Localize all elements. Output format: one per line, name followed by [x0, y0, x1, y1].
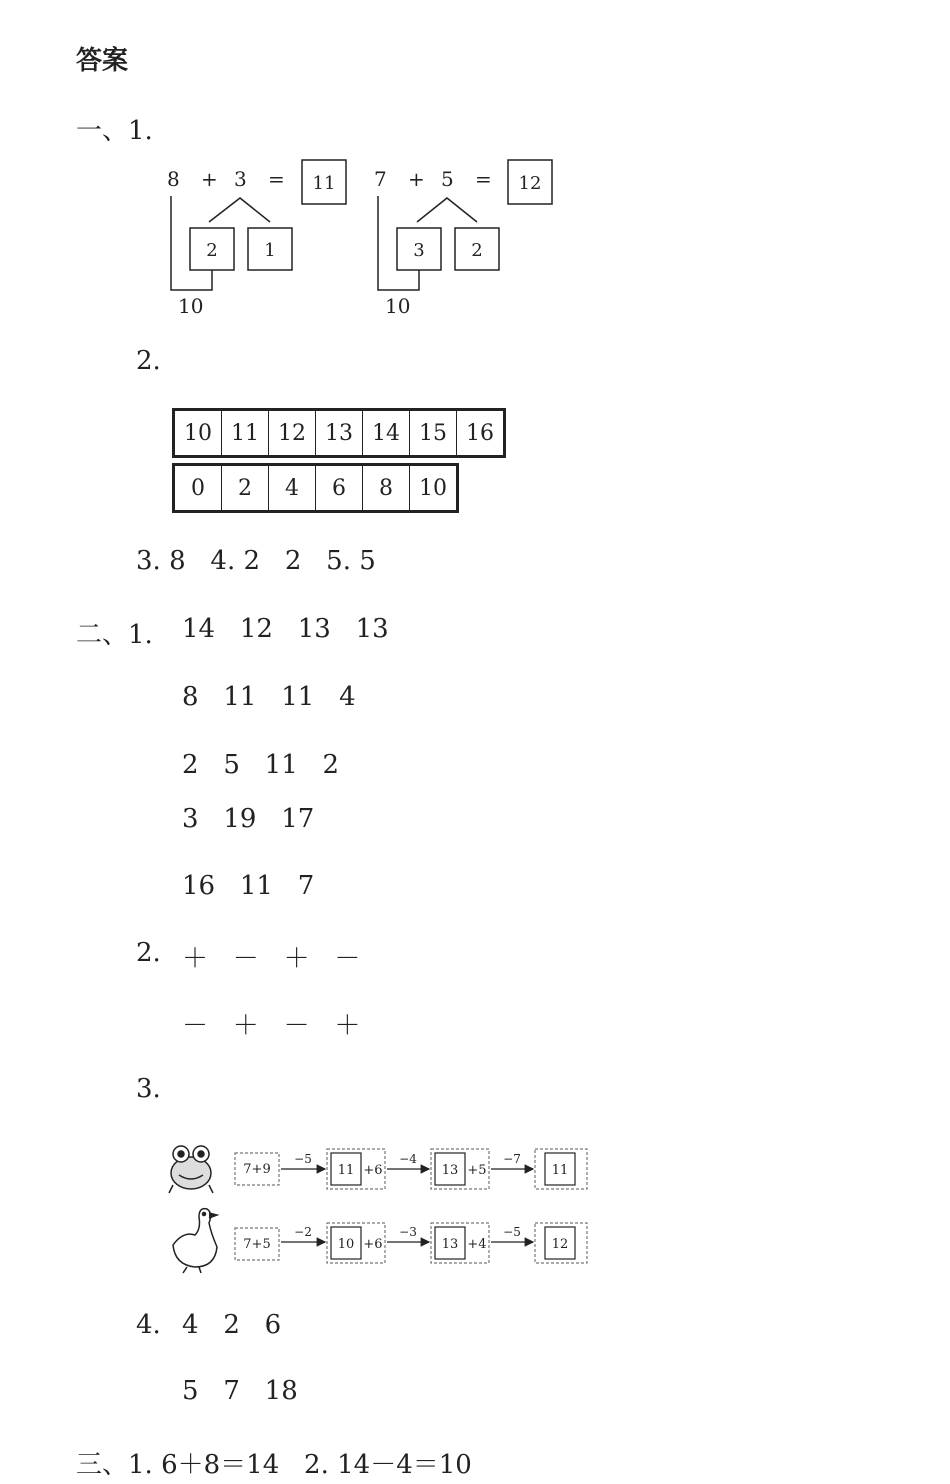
eq2-b: 5: [441, 167, 454, 191]
section2-q2-line: ＋ － ＋ －: [182, 944, 361, 974]
eq1-b: 3: [234, 167, 247, 191]
section1-q3-5: 3. 8 4. 2 2 5. 5: [136, 546, 376, 576]
section2-q1-line: 14 12 13 13: [182, 614, 389, 644]
duck-add2: +4: [467, 1237, 487, 1252]
frog-box1-val: 11: [337, 1163, 355, 1178]
eq2-split2: 2: [471, 240, 483, 261]
number-bond-diagrams: [150, 150, 580, 330]
row1-cell: 15: [409, 411, 456, 455]
frog-start: 7+9: [243, 1162, 271, 1177]
section2-q3-label: 3.: [136, 1074, 161, 1104]
number-row-2: [172, 463, 459, 513]
frog-step1: −5: [294, 1152, 312, 1166]
section3-line: 三、1. 6＋8＝14 2. 14－4＝10: [76, 1450, 472, 1480]
row1-cell: 16: [456, 411, 503, 455]
eq1-a: 8: [167, 167, 180, 191]
row2-cell: 8: [362, 466, 409, 510]
row1-cell: 11: [221, 411, 268, 455]
duck-step1: −2: [294, 1225, 312, 1239]
duck-add1: +6: [363, 1237, 383, 1252]
eq1-split1: 2: [206, 240, 218, 261]
duck-box2-val: 13: [441, 1237, 459, 1252]
eq2-a: 7: [374, 167, 387, 191]
eq1-op: +: [201, 167, 218, 191]
eq2-ten: 10: [385, 294, 411, 318]
eq1-eq: =: [268, 167, 285, 191]
duck-step2: −3: [399, 1225, 417, 1239]
frog-step3: −7: [503, 1152, 521, 1166]
chain-diagram: [165, 1135, 605, 1280]
section1-q1-label: 一、1.: [76, 116, 153, 146]
row1-cell: 12: [268, 411, 315, 455]
section2-q4-label: 4.: [136, 1310, 161, 1340]
eq2-split1: 3: [413, 240, 425, 261]
eq1-split2: 1: [264, 240, 276, 261]
eq2-op: +: [408, 167, 425, 191]
row2-cell: 0: [191, 475, 205, 501]
eq1-result: 11: [312, 173, 336, 194]
frog-add1: +6: [363, 1163, 383, 1178]
row1-cell: 13: [315, 411, 362, 455]
section2-q4-line: 4 2 6: [182, 1310, 282, 1340]
eq2-split-lines: [417, 198, 477, 222]
number-row-1: [172, 408, 506, 458]
frog-box3-val: 11: [551, 1163, 569, 1178]
duck-step3: −5: [503, 1225, 521, 1239]
duck-box1-val: 10: [337, 1237, 355, 1252]
eq1-ten: 10: [178, 294, 204, 318]
row1-cell: 14: [362, 411, 409, 455]
section1-q2-label: 2.: [136, 346, 161, 376]
row2-cell: 4: [268, 466, 315, 510]
page-title: 答案: [76, 46, 129, 76]
frog-box2-val: 13: [441, 1163, 459, 1178]
frog-add2: +5: [467, 1163, 487, 1178]
section2-q2-label: 2.: [136, 938, 161, 968]
frog-step2: −4: [399, 1152, 417, 1166]
row1-cell: 10: [184, 420, 212, 446]
eq2-result: 12: [518, 173, 542, 194]
duck-icon: [173, 1209, 217, 1273]
section2-q1-line: 2 5 11 2: [182, 750, 340, 780]
eq1-split-lines: [209, 198, 270, 222]
row2-cell: 6: [315, 466, 362, 510]
duck-box3-val: 12: [551, 1237, 569, 1252]
section2-q4-line: 5 7 18: [182, 1376, 298, 1406]
row2-cell: 10: [409, 466, 456, 510]
eq2-eq: =: [475, 167, 492, 191]
section2-q1-line: 16 11 7: [182, 871, 315, 901]
section2-q1-label: 二、1.: [76, 620, 153, 650]
section2-q1-line: 8 11 11 4: [182, 682, 356, 712]
section2-q1-line: 3 19 17: [182, 804, 315, 834]
frog-icon: [169, 1146, 213, 1193]
duck-start: 7+5: [243, 1237, 271, 1252]
row2-cell: 2: [221, 466, 268, 510]
section2-q2-line: － ＋ － ＋: [182, 1011, 361, 1041]
